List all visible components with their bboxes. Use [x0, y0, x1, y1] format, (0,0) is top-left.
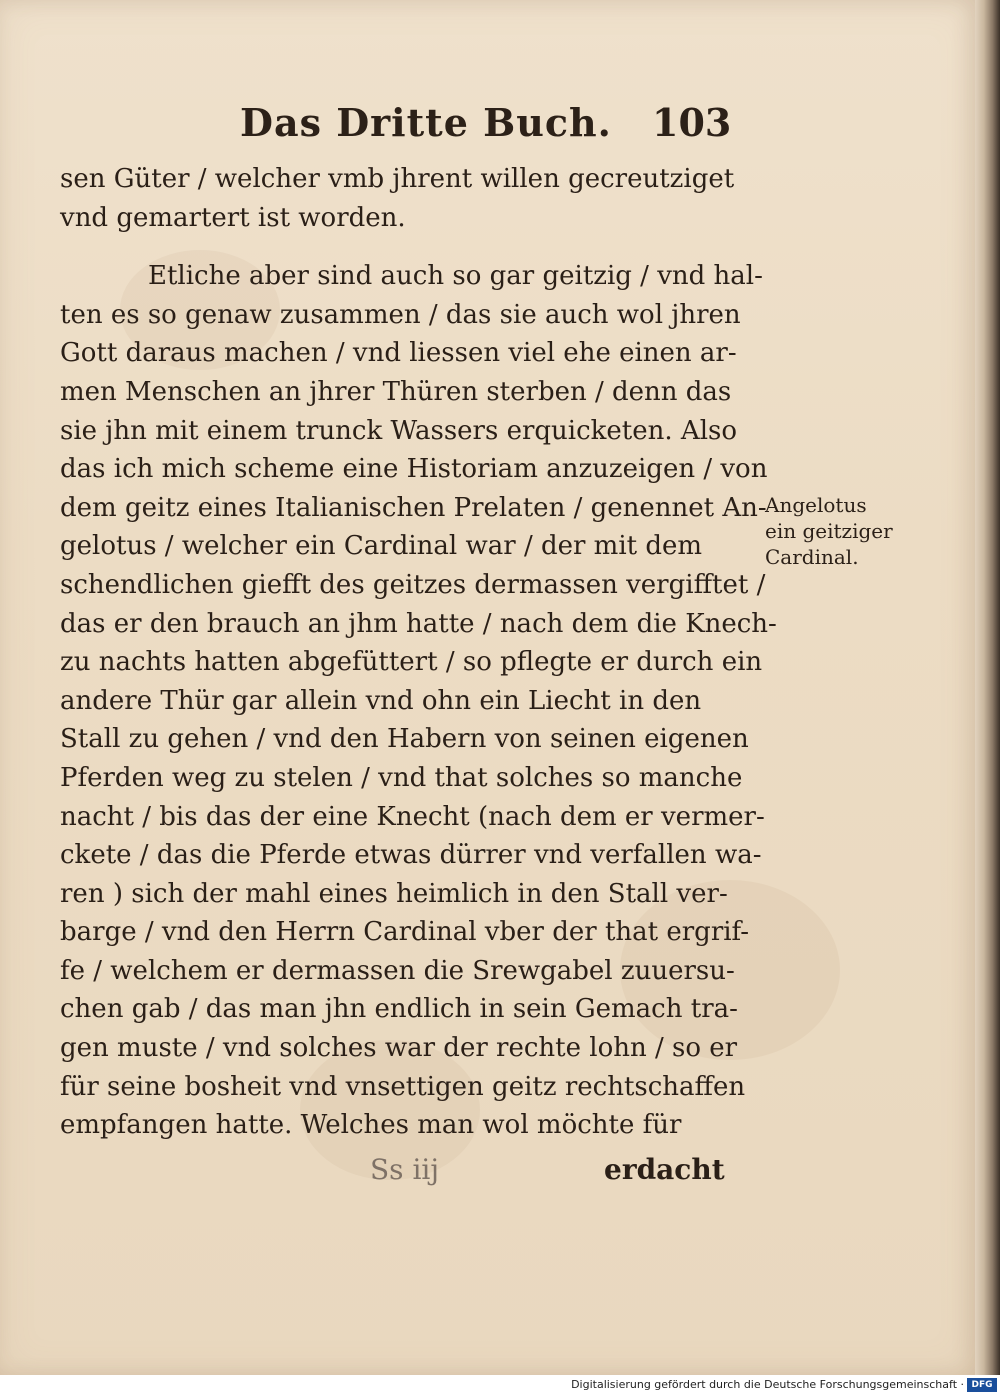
paragraph-gap [60, 237, 760, 257]
signature-mark: Ss iij [370, 1153, 440, 1186]
text-line: ten es so genaw zusammen / das sie auch wol jhren [60, 299, 741, 330]
text-line: schendlichen giefft des geitzes dermassen vergifftet / [60, 569, 766, 600]
text-line: vnd gemartert ist worden. [60, 202, 406, 233]
marginal-note-line: Angelotus [765, 493, 867, 517]
page-number: 103 [652, 100, 732, 145]
main-text-block [60, 160, 777, 1145]
text-line: sen Güter / welcher vmb jhrent willen gecreutziget [60, 164, 735, 194]
text-line: nacht / bis das der eine Knecht (nach dem er vermer- [60, 801, 765, 832]
page-edge [975, 0, 1000, 1375]
running-title: Das Dritte Buch. [240, 100, 612, 145]
text-line: das er den brauch an jhm hatte / nach dem die Knech- [60, 608, 777, 639]
text-line: sie jhn mit einem trunck Wassers erquicketen. Also [60, 415, 738, 446]
catchword: erdacht [604, 1153, 725, 1186]
text-line: empfangen hatte. Welches man wol möchte für [60, 1110, 682, 1141]
text-line: zu nachts hatten abgefüttert / so pflegte er durch ein [60, 647, 763, 678]
digitization-footer [0, 1375, 1000, 1396]
text-line: das ich mich scheme eine Historiam anzuzeigen / von [60, 454, 768, 485]
text-line: Pferden weg zu stelen / vnd that solches so manche [60, 762, 743, 793]
marginal-note-line: ein geitziger [765, 519, 893, 543]
text-line: men Menschen an jhrer Thüren sterben / denn das [60, 376, 732, 407]
text-line: ren ) sich der mahl eines heimlich in den Stall ver- [60, 878, 728, 909]
text-line: Etliche aber sind auch so gar geitzig / vnd hal- [148, 261, 763, 292]
text-line: chen gab / das man jhn endlich in sein Gemach tra- [60, 994, 738, 1025]
text-line: Gott daraus machen / vnd liessen viel ehe einen ar- [60, 338, 737, 369]
text-line: gelotus / welcher ein Cardinal war / der mit dem [60, 531, 703, 562]
text-line: Stall zu gehen / vnd den Habern von seinen eigenen [60, 724, 749, 755]
text-line: dem geitz eines Italianischen Prelaten / genennet An- [60, 492, 767, 523]
text-line: ckete / das die Pferde etwas dürrer vnd verfallen wa- [60, 840, 762, 871]
text-line: für seine bosheit vnd vnsettigen geitz rechtschaffen [60, 1071, 746, 1102]
marginal-note [765, 492, 965, 570]
text-line: gen muste / vnd solches war der rechte lohn / so er [60, 1033, 738, 1064]
text-line: andere Thür gar allein vnd ohn ein Liecht in den [60, 685, 702, 716]
dfg-logo-icon: DFG [967, 1378, 997, 1392]
text-line: barge / vnd den Herrn Cardinal vber der that ergrif- [60, 917, 750, 948]
page-header [0, 100, 975, 156]
text-line: fe / welchem er dermassen die Srewgabel zuuersu- [60, 955, 735, 986]
footer-credit: Digitalisierung gefördert durch die Deutsche Forschungsgemeinschaft · [571, 1378, 964, 1391]
marginal-note-line: Cardinal. [765, 545, 859, 569]
